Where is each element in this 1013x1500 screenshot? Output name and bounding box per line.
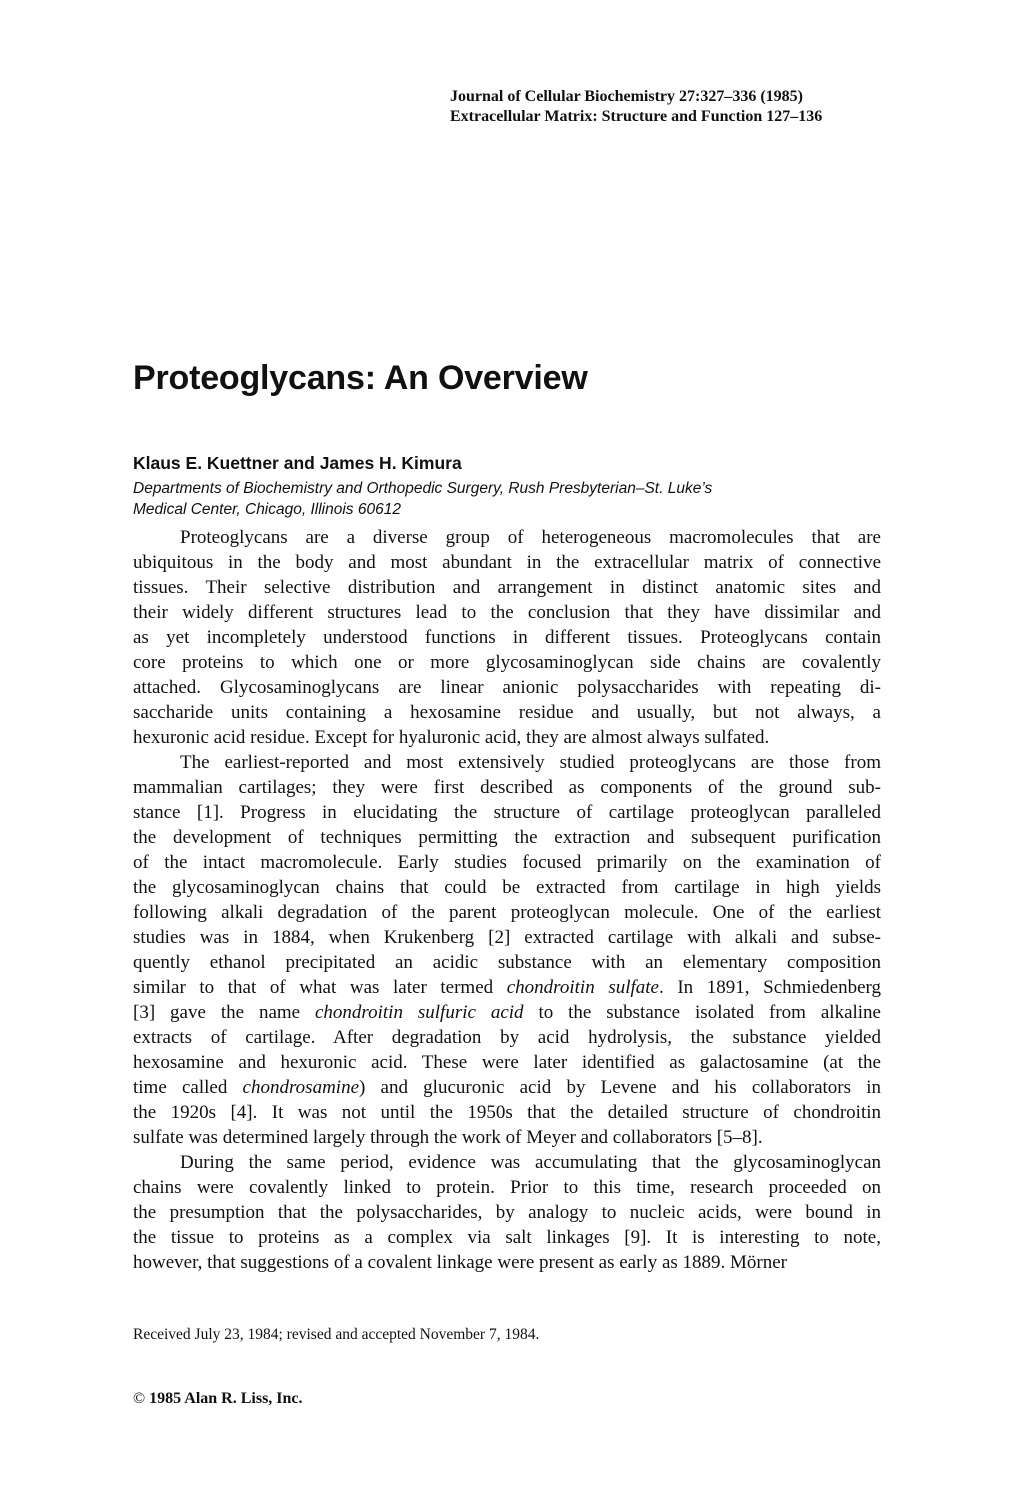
text-line: time called chondrosamine) and glucuronic acid by Levene and his collaborators in	[133, 1077, 881, 1098]
text-line: the 1920s [4]. It was not until the 1950s that the detailed structure of chondroitin	[133, 1102, 881, 1123]
text-line: stance [1]. Progress in elucidating the structure of cartilage proteoglycan paralleled	[133, 802, 881, 823]
text-line: attached. Glycosaminoglycans are linear anionic polysaccharides with repeating di-	[133, 677, 881, 698]
text-line: During the same period, evidence was accumulating that the glycosaminoglycan	[180, 1152, 881, 1173]
text-line: [3] gave the name chondroitin sulfuric acid to the substance isolated from alkaline	[133, 1002, 881, 1023]
text-line: however, that suggestions of a covalent linkage were present as early as 1889. Mörner	[133, 1252, 787, 1273]
text-line: tissues. Their selective distribution and arrangement in distinct anatomic sites and	[133, 577, 881, 598]
copyright-holder: 1985 Alan R. Liss, Inc.	[149, 1390, 303, 1407]
text-line: of the intact macromolecule. Early studies focused primarily on the examination of	[133, 852, 881, 873]
text-line: saccharide units containing a hexosamine residue and usually, but not always, a	[133, 702, 881, 723]
affiliation-line: Departments of Biochemistry and Orthopedic Surgery, Rush Presbyterian–St. Luke’s	[133, 480, 713, 497]
author-list: Klaus E. Kuettner and James H. Kimura	[133, 453, 462, 473]
received-note: Received July 23, 1984; revised and accepted November 7, 1984.	[133, 1326, 540, 1343]
text-line: the tissue to proteins as a complex via salt linkages [9]. It is interesting to note,	[133, 1227, 881, 1248]
text-line: hexuronic acid residue. Except for hyaluronic acid, they are almost always sulfated.	[133, 727, 770, 748]
text-line: the glycosaminoglycan chains that could be extracted from cartilage in high yields	[133, 877, 881, 898]
text-line: following alkali degradation of the parent proteoglycan molecule. One of the earliest	[133, 902, 881, 923]
text-line: quently ethanol precipitated an acidic substance with an elementary composition	[133, 952, 881, 973]
text-line: chains were covalently linked to protein. Prior to this time, research proceeded on	[133, 1177, 881, 1198]
text-line: the development of techniques permitting the extraction and subsequent purification	[133, 827, 881, 848]
text-line: The earliest-reported and most extensively studied proteoglycans are those from	[180, 752, 881, 773]
text-line: their widely different structures lead to the conclusion that they have dissimilar and	[133, 602, 881, 623]
text-line: ubiquitous in the body and most abundant in the extracellular matrix of connective	[133, 552, 881, 573]
text-line: sulfate was determined largely through the work of Meyer and collaborators [5–8].	[133, 1127, 763, 1148]
text-line: the presumption that the polysaccharides, by analogy to nucleic acids, were bound in	[133, 1202, 881, 1223]
series-citation: Extracellular Matrix: Structure and Function 127–136	[450, 108, 823, 125]
text-line: hexosamine and hexuronic acid. These were later identified as galactosamine (at the	[133, 1052, 881, 1073]
text-line: studies was in 1884, when Krukenberg [2] extracted cartilage with alkali and subse-	[133, 927, 881, 948]
article-body	[133, 525, 881, 1275]
paragraph	[133, 750, 881, 1150]
journal-header	[450, 87, 822, 127]
text-line: Proteoglycans are a diverse group of heterogeneous macromolecules that are	[180, 527, 881, 548]
text-line: extracts of cartilage. After degradation by acid hydrolysis, the substance yielded	[133, 1027, 881, 1048]
text-line: as yet incompletely understood functions in different tissues. Proteoglycans contain	[133, 627, 881, 648]
text-line: similar to that of what was later termed chondroitin sulfate. In 1891, Schmiedenberg	[133, 977, 881, 998]
text-line: core proteins to which one or more glycosaminoglycan side chains are covalently	[133, 652, 881, 673]
journal-citation: Journal of Cellular Biochemistry 27:327–336 (1985)	[450, 88, 804, 105]
copyright-notice	[133, 1389, 303, 1409]
paragraph	[133, 525, 881, 750]
paragraph	[133, 1150, 881, 1275]
text-line: mammalian cartilages; they were first described as components of the ground sub-	[133, 777, 881, 798]
affiliation-line: Medical Center, Chicago, Illinois 60612	[133, 501, 401, 518]
article-title: Proteoglycans: An Overview	[133, 359, 588, 397]
affiliation	[133, 478, 712, 520]
copyright-icon: ©	[133, 1390, 146, 1407]
